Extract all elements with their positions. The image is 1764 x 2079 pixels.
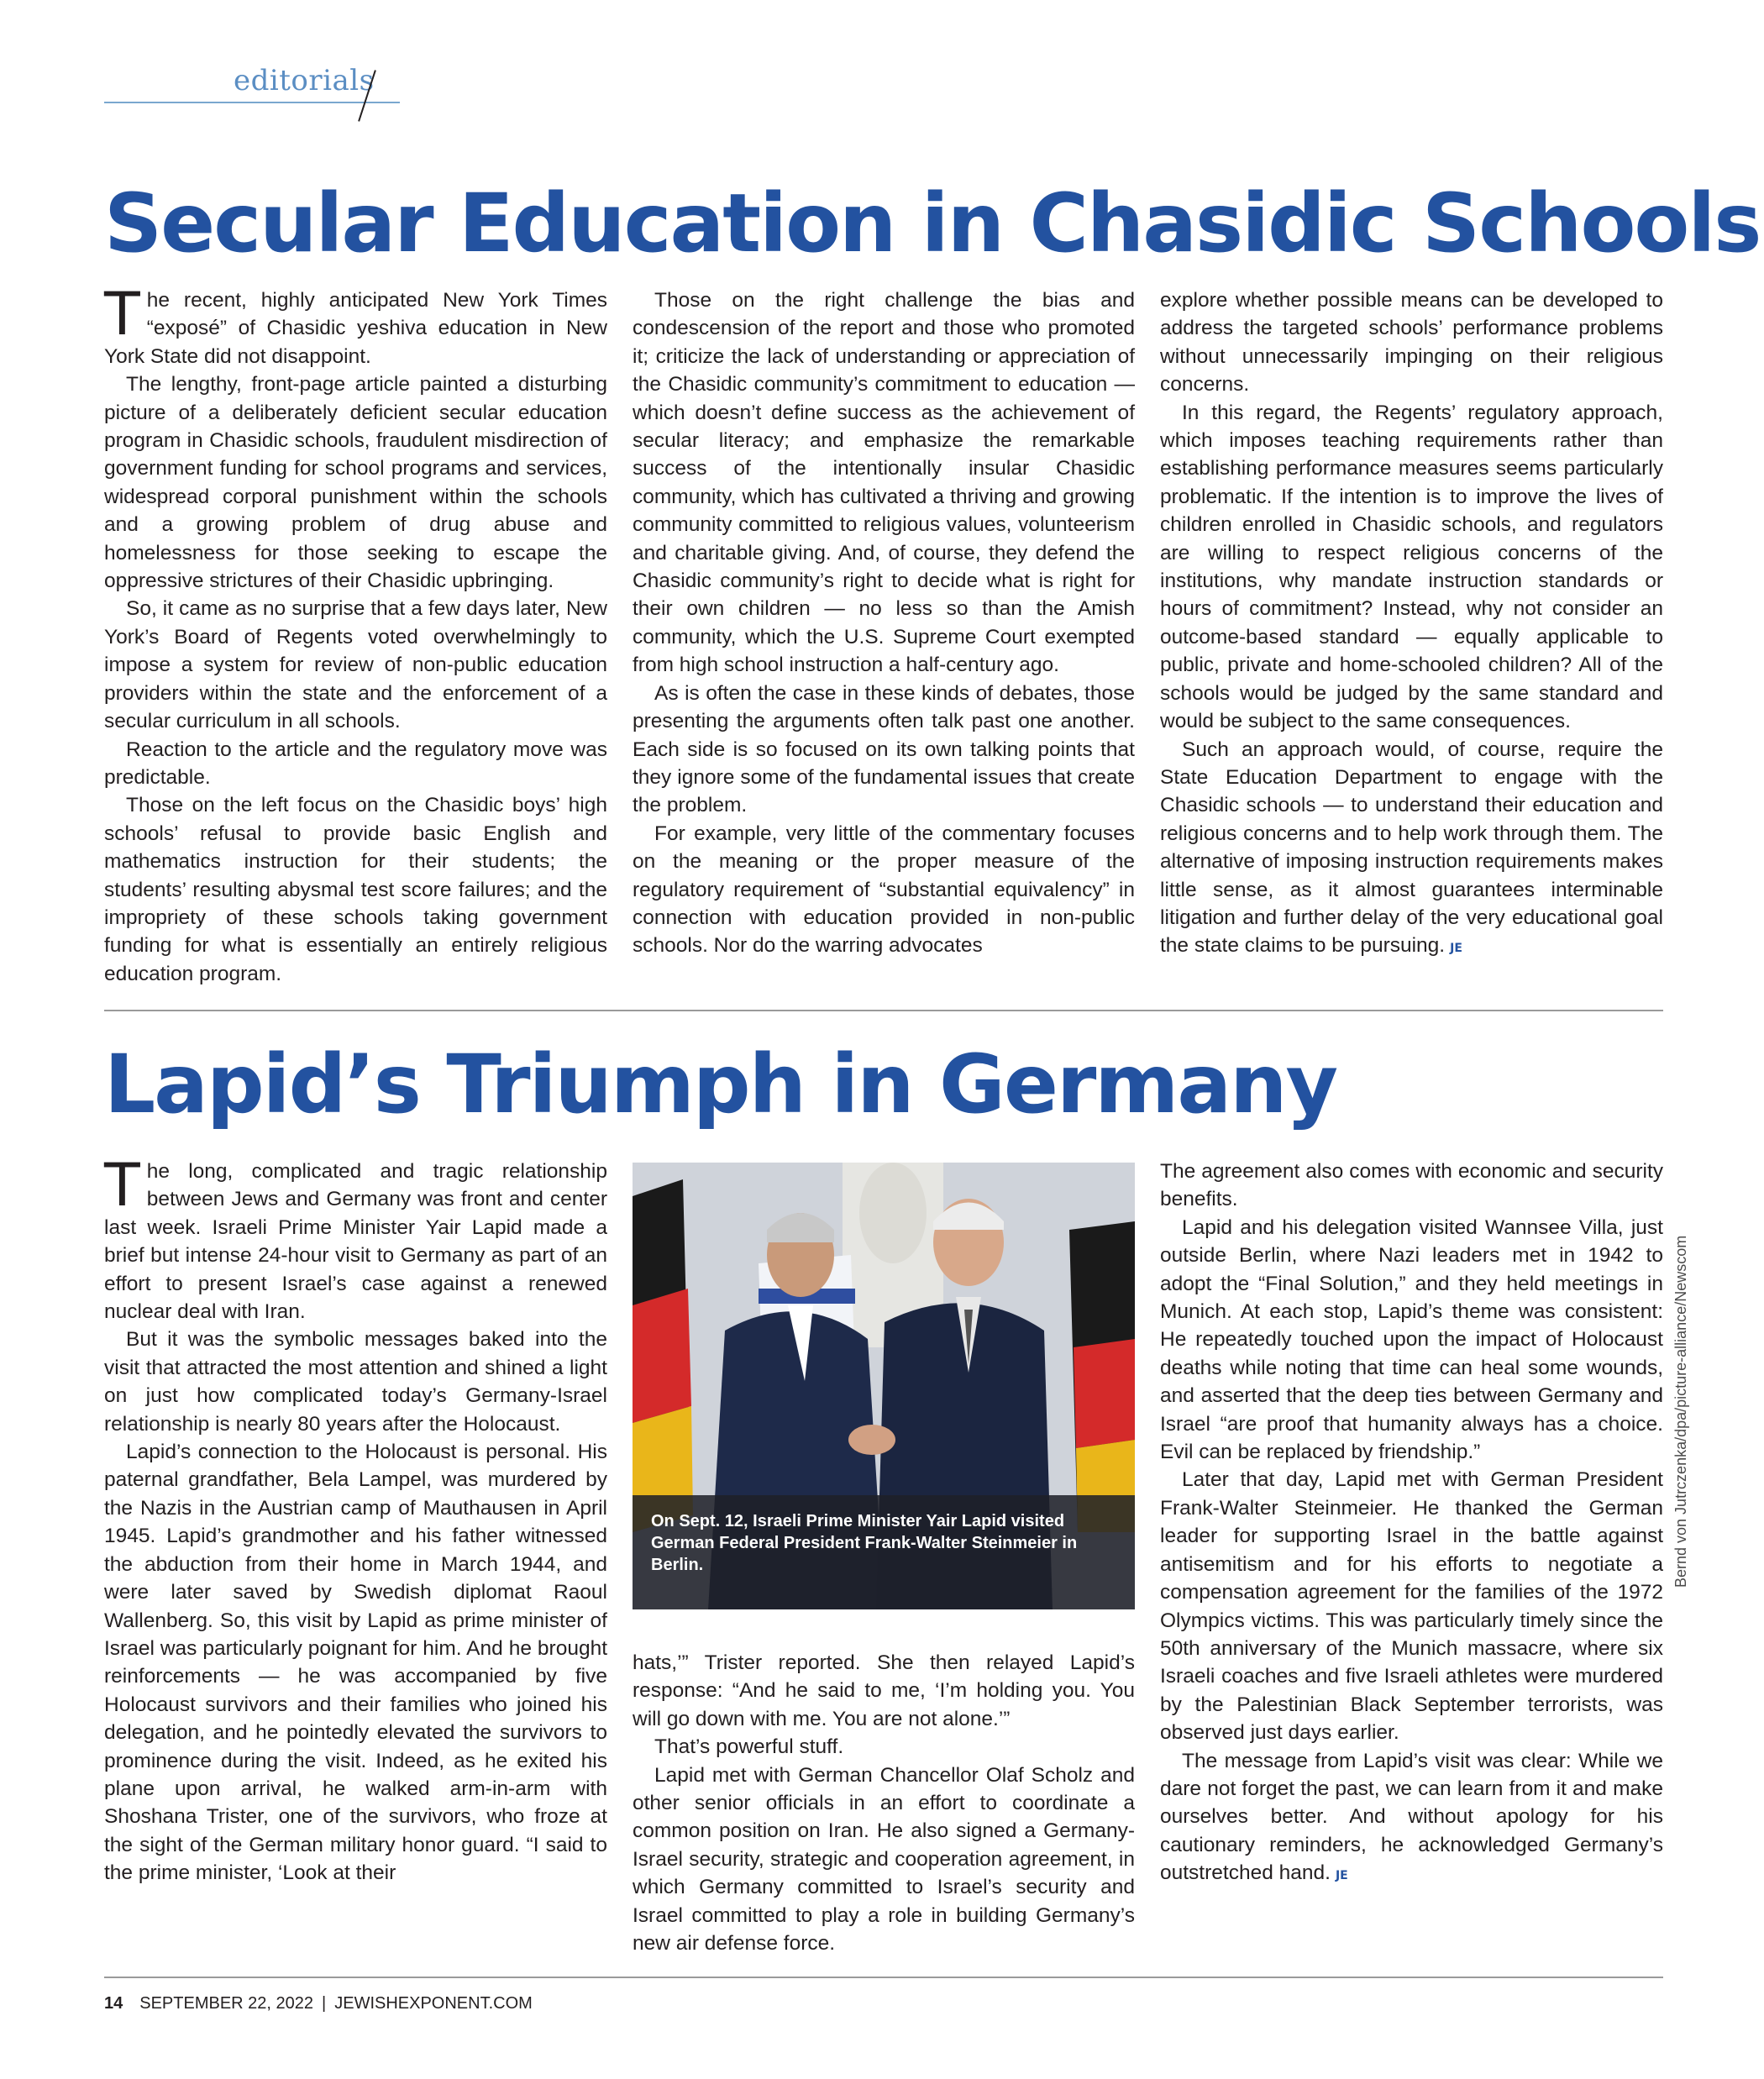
- page-number: 14: [104, 1994, 123, 2013]
- paragraph: Lapid met with German Chancellor Olaf Scholz and other senior officials in an effort to coordinate a common position on Iran. He also signed a Germany-Israel security, strategic and cooperation agreement, in which Germany committed to Israel’s security and Israel committed to play a role in building Germany’s new air defense force.: [633, 1763, 1135, 1956]
- editorial-2-headline: Lapid’s Triumph in Germany: [104, 1037, 1337, 1131]
- section-tag: [104, 59, 400, 123]
- editorial-1-headline: Secular Education in Chasidic Schools: [104, 176, 1761, 270]
- paragraph: [104, 1151, 607, 1326]
- paragraph: [1160, 1747, 1663, 1891]
- paragraph: Reaction to the article and the regulatory move was predictable.: [104, 738, 607, 789]
- paragraph-text: The message from Lapid’s visit was clear: While we dare not forget the past, we can learn from it and make ourselves better. And without apology for his cautionary reminders, he acknowledged Germany’s outstretched hand.: [1160, 1749, 1663, 1885]
- paragraph: Lapid’s connection to the Holocaust is personal. His paternal grandfather, Bela Lampel, was murdered by the Nazis in the Austrian camp of Mauthausen in April 1945. Lapid’s grandmother and his father witnessed the abduction from their home in March 1944, and were later saved by Swedish diplomat Raoul Wallenberg. So, this visit by Lapid as prime minister of Israel was particularly poignant for him. And he brought reinforcements — he was accompanied by five Holocaust survivors and their families who joined his delegation, and he pointedly elevated the survivors to prominence during the visit. Indeed, as he exited his plane upon arrival, he walked arm-in-arm with Shoshana Trister, one of the survivors, who froze at the sight of the German military honor guard. “I said to the prime minister, ‘Look at their: [104, 1441, 607, 1885]
- paragraph-text: he long, complicated and tragic relationship between Jews and Germany was front and center last week. Israeli Prime Minister Yair Lapid made a brief but intense 24-hour visit to Germany as part of an effort to present Israel’s case against a renewed nuclear deal with Iran.: [104, 1160, 607, 1324]
- paragraph: Later that day, Lapid met with German President Frank-Walter Steinmeier. He thanked the German leader for supporting Israel in the battle against antisemitism and for his efforts to negotiate a compensation agreement for the families of the 1972 Olympics victims. This was particularly timely since the 50th anniversary of the Munich massacre, where six Israeli coaches and five Israeli athletes were murdered by the Palestinian Black September terrorists, was observed just days earlier.: [1160, 1468, 1663, 1745]
- editorial-2-column-1: [104, 1151, 607, 1887]
- editorial-1-column-2: [633, 286, 1135, 960]
- paragraph: [104, 280, 607, 370]
- page-footer: [104, 1994, 533, 2013]
- paragraph-text: Such an approach would, of course, require the State Education Department to engage with the Chasidic schools — to understand their education and religious concerns and to help work through them. The alternative of imposing instruction requirements makes little sense, as it almost guarantees interminable litigation and further delay of the very educational goal the state claims to be pursuing.: [1160, 738, 1663, 958]
- paragraph: Lapid and his delegation visited Wannsee Villa, just outside Berlin, where Nazi leaders met in 1942 to adopt the “Final Solution,” and they held meetings in Munich. At each stop, Lapid’s theme was consistent: He repeatedly touched upon the impact of Holocaust deaths while noting that time can heal some wounds, and asserted that the deep ties between Germany and Israel “are proof that humanity always has a choice. Evil can be replaced by friendship.”: [1160, 1215, 1663, 1464]
- section-divider: [104, 1010, 1663, 1011]
- paragraph: hats,’” Trister reported. She then relayed Lapid’s response: “And he said to me, ‘I’m holding you. You will go down with me. You are not alone.’”: [633, 1651, 1135, 1730]
- news-photo: [633, 1163, 1135, 1609]
- paragraph: In this regard, the Regents’ regulatory approach, which imposes teaching requirements rather than establishing performance measures seems particularly problematic. If the intention is to improve the lives of children enrolled in Chasidic schools, and regulators are willing to respect religious concerns of the institutions, why mandate instruction standards or hours of commitment? Instead, why not consider an outcome-based standard — equally applicable to public, private and home-schooled children? All of the schools would be judged by the same standard and would be subject to the same consequences.: [1160, 401, 1663, 733]
- editorial-2-column-2: [633, 1649, 1135, 1957]
- signoff: JE: [1450, 942, 1462, 956]
- drop-cap: T: [104, 1151, 140, 1220]
- paragraph: As is often the case in these kinds of debates, those presenting the arguments often talk past one another. Each side is so focused on its own talking points that they ignore some of the fundamental issues that create the problem.: [633, 681, 1135, 817]
- issue-date: SEPTEMBER 22, 2022: [139, 1994, 314, 2013]
- paragraph: The lengthy, front-page article painted a disturbing picture of a deliberately deficient secular education program in Chasidic schools, fraudulent misdirection of government funding for school programs and services, widespread corporal punishment within the schools and a growing problem of drug abuse and homelessness for those seeking to escape the oppressive strictures of their Chasidic upbringing.: [104, 373, 607, 593]
- paragraph: Those on the right challenge the bias and condescension of the report and those who promoted it; criticize the lack of understanding or appreciation of the Chasidic community’s commitment to education — which doesn’t define success as the achievement of secular literacy; and emphasize the remarkable success of the intentionally insular Chasidic community, which has cultivated a thriving and growing community committed to religious values, volunteerism and charitable giving. And, of course, they defend the Chasidic community’s right to decide what is right for their own children — no less so than the Amish community, which the U.S. Supreme Court exempted from high school instruction a half-century ago.: [633, 289, 1135, 677]
- signoff: JE: [1335, 1869, 1348, 1883]
- paragraph-text: he recent, highly anticipated New York Times “exposé” of Chasidic yeshiva education in New York State did not disappoint.: [104, 289, 607, 368]
- section-label: editorials: [234, 64, 375, 97]
- section-rule: [104, 102, 400, 103]
- footer-separator: |: [322, 1994, 327, 2013]
- paragraph: But it was the symbolic messages baked into the visit that attracted the most attention and shined a light on just how complicated today’s Germany-Israel relationship is nearly 80 years after the Holocaust.: [104, 1328, 607, 1436]
- footer-divider: [104, 1977, 1663, 1978]
- photo-caption: On Sept. 12, Israeli Prime Minister Yair Lapid visited German Federal President Frank-Walter Steinmeier in Berlin.: [651, 1512, 1078, 1574]
- paragraph: explore whether possible means can be developed to address the targeted schools’ performance problems without unnecessarily impinging on their religious concerns.: [1160, 289, 1663, 396]
- editorial-1-column-3: [1160, 286, 1663, 963]
- paragraph: [1160, 736, 1663, 963]
- paragraph: The agreement also comes with economic and security benefits.: [1160, 1160, 1663, 1211]
- photo-credit: Bernd von Jutrczenka/dpa/picture-alliance/Newscom: [1672, 1235, 1689, 1588]
- site-link[interactable]: JEWISHEXPONENT.COM: [334, 1994, 533, 2013]
- editorial-2-column-3: [1160, 1158, 1663, 1891]
- drop-cap: T: [104, 280, 140, 349]
- paragraph: For example, very little of the commentary focuses on the meaning or the proper measure of the regulatory requirement of “substantial equivalency” in connection with education provided in non-public schools. Nor do the warring advocates: [633, 822, 1135, 958]
- paragraph: So, it came as no surprise that a few days later, New York’s Board of Regents voted overwhelmingly to impose a system for review of non-public education providers within the state and the enforcement of a secular curriculum in all schools.: [104, 597, 607, 733]
- paragraph: Those on the left focus on the Chasidic boys’ high schools’ refusal to provide basic English and mathematics instruction for their students; the students’ resulting abysmal test score failures; and the impropriety of these schools taking government funding for what is essentially an entirely religious education program.: [104, 794, 607, 985]
- paragraph: That’s powerful stuff.: [654, 1735, 844, 1759]
- editorial-1-column-1: [104, 280, 607, 988]
